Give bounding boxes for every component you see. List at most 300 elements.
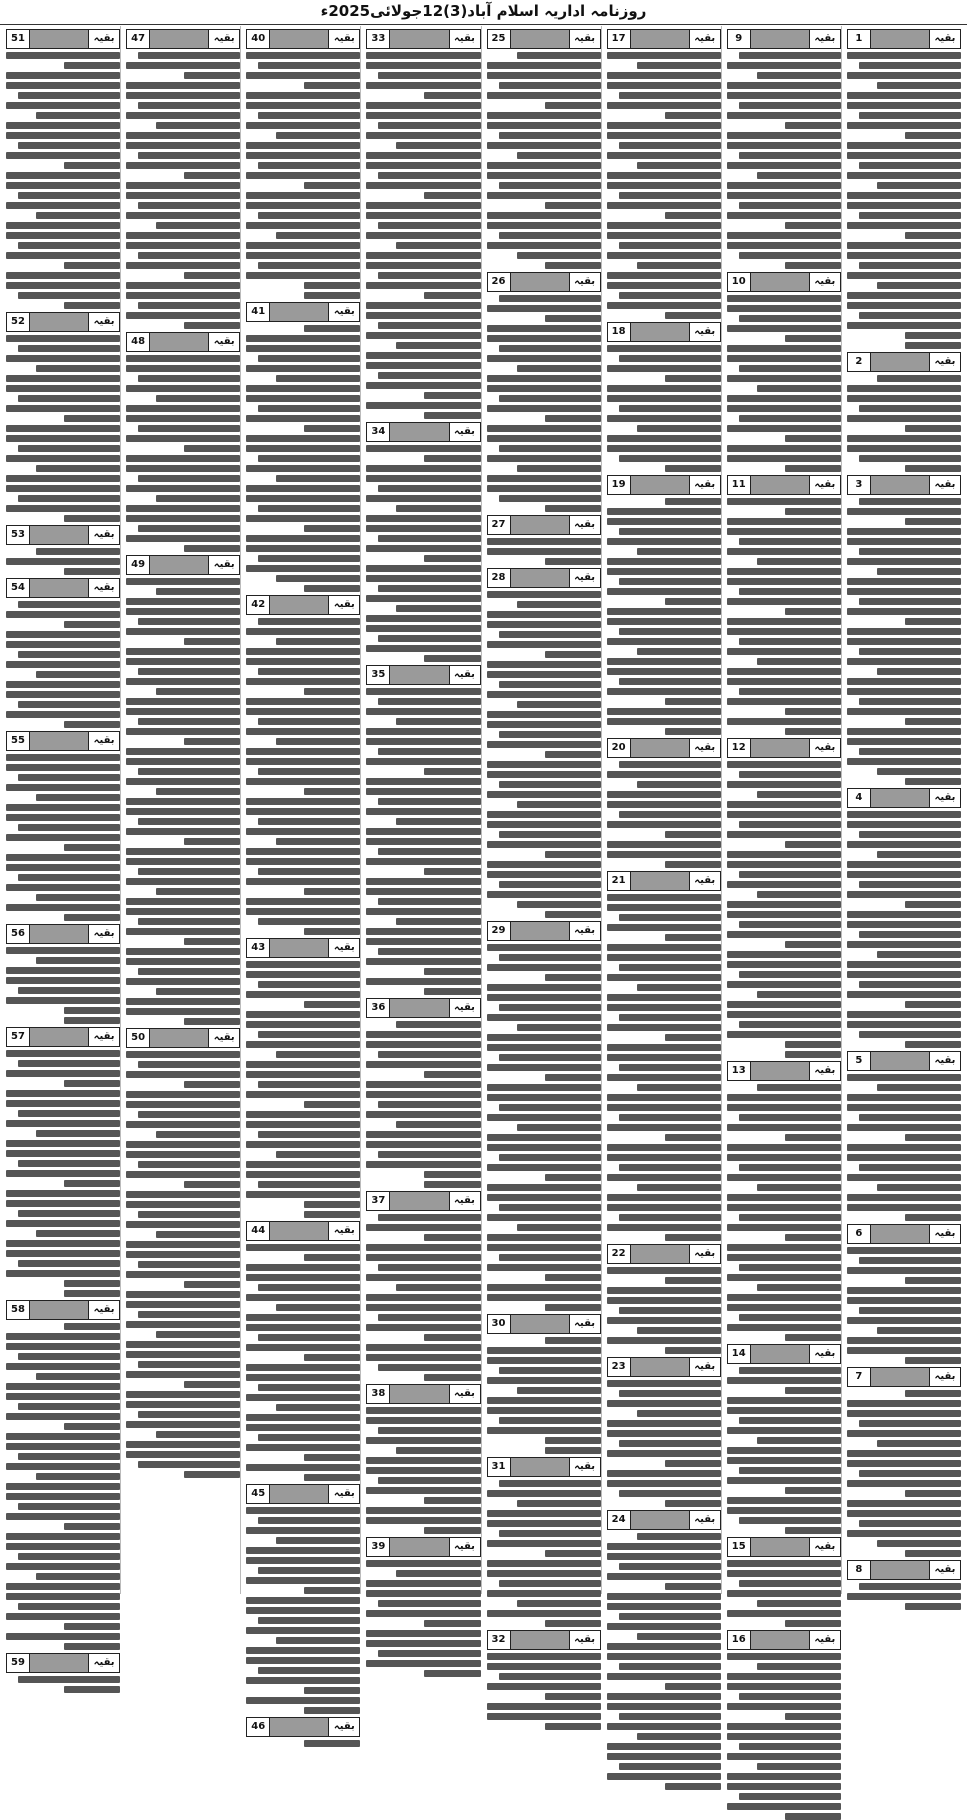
article-body (6, 601, 120, 728)
text-line (905, 718, 961, 725)
text-line (246, 1597, 360, 1604)
text-line (517, 252, 601, 259)
text-line (246, 1274, 360, 1281)
text-line (366, 828, 480, 835)
continuation-word: بقیہ (689, 872, 720, 890)
continuation-header (847, 1560, 961, 1580)
article-body (487, 1653, 601, 1730)
text-line (156, 495, 240, 502)
text-line (126, 848, 240, 855)
text-line (727, 1457, 841, 1464)
continuation-header (607, 29, 721, 49)
text-line (366, 312, 480, 319)
text-line (607, 1104, 721, 1111)
continuation-word: بقیہ (328, 1485, 359, 1503)
text-line (739, 1314, 841, 1321)
text-line (517, 801, 601, 808)
article-body (487, 1337, 601, 1454)
text-line (847, 242, 961, 249)
text-line (859, 1164, 961, 1171)
continuation-word: بقیہ (328, 1222, 359, 1240)
text-line (847, 688, 961, 695)
text-line (6, 252, 120, 259)
text-line (246, 808, 360, 815)
text-line (126, 1071, 240, 1078)
text-line (487, 1034, 601, 1041)
text-line (246, 1394, 360, 1401)
text-line (126, 578, 240, 585)
continuation-number: 13 (728, 1062, 751, 1080)
text-line (126, 778, 240, 785)
text-line (126, 1401, 240, 1408)
text-line (36, 671, 120, 678)
text-line (487, 691, 601, 698)
continuation-number: 52 (7, 313, 30, 331)
text-line (246, 192, 360, 199)
text-line (246, 748, 360, 755)
text-line (905, 1001, 961, 1008)
text-line (517, 1387, 601, 1394)
text-line (126, 465, 240, 472)
text-line (487, 671, 601, 678)
text-line (366, 1437, 480, 1444)
continuation-header (727, 272, 841, 292)
text-line (6, 997, 120, 1004)
text-line (366, 1590, 480, 1597)
text-line (619, 355, 721, 362)
text-line (366, 352, 480, 359)
continuation-number: 55 (7, 732, 30, 750)
header-bar (751, 1345, 809, 1363)
text-line (246, 1677, 360, 1684)
header-bar (631, 323, 689, 341)
text-line (665, 1347, 721, 1354)
continuation-header (607, 871, 721, 891)
text-line (64, 1280, 120, 1287)
text-line (727, 1590, 841, 1597)
text-line (246, 878, 360, 885)
text-line (727, 1783, 841, 1790)
text-line (156, 888, 240, 895)
text-line (378, 1650, 480, 1657)
continuation-word: بقیہ (569, 922, 600, 940)
continuation-number: 35 (367, 666, 390, 684)
header-bar (30, 1301, 88, 1319)
continuation-header (847, 1367, 961, 1387)
text-line (378, 585, 480, 592)
text-line (499, 1254, 601, 1261)
text-line (126, 282, 240, 289)
continuation-header (607, 1510, 721, 1530)
header-bar (871, 1561, 929, 1579)
text-line (366, 1081, 480, 1088)
text-line (366, 62, 480, 69)
continuation-word: بقیہ (929, 1368, 960, 1386)
text-line (487, 1653, 601, 1660)
text-line (6, 1050, 120, 1057)
header-bar (871, 1052, 929, 1070)
text-line (545, 1693, 601, 1700)
text-line (184, 738, 240, 745)
text-line (424, 1181, 480, 1188)
continuation-word: بقیہ (689, 30, 720, 48)
text-line (739, 1214, 841, 1221)
text-line (246, 678, 360, 685)
text-line (6, 558, 120, 565)
text-line (665, 831, 721, 838)
text-line (246, 1444, 360, 1451)
text-line (517, 601, 601, 608)
text-line (6, 1090, 120, 1097)
continuation-block (847, 352, 961, 472)
text-line (727, 1294, 841, 1301)
article-body (607, 894, 721, 1241)
text-line (246, 1111, 360, 1118)
text-line (258, 555, 360, 562)
text-line (18, 1553, 120, 1560)
text-line (258, 112, 360, 119)
text-line (757, 558, 841, 565)
continuation-number: 22 (608, 1245, 631, 1263)
continuation-header (246, 1221, 360, 1241)
text-line (6, 272, 120, 279)
text-line (246, 565, 360, 572)
text-line (727, 325, 841, 332)
text-line (847, 708, 961, 715)
continuation-block (847, 475, 961, 785)
text-line (619, 628, 721, 635)
article-body (366, 445, 480, 662)
text-line (847, 738, 961, 745)
text-line (6, 1240, 120, 1247)
text-line (727, 618, 841, 625)
text-line (258, 1131, 360, 1138)
continuation-word: بقیہ (449, 666, 480, 684)
article-body (727, 1367, 841, 1534)
text-line (545, 1174, 601, 1181)
text-line (378, 1364, 480, 1371)
text-line (487, 891, 601, 898)
text-line (6, 222, 120, 229)
text-line (499, 495, 601, 502)
continuation-block (727, 738, 841, 1058)
text-line (877, 375, 961, 382)
text-line (847, 92, 961, 99)
text-line (487, 122, 601, 129)
text-line (785, 841, 841, 848)
text-line (366, 858, 480, 865)
text-line (739, 252, 841, 259)
text-line (739, 588, 841, 595)
continuation-number: 32 (488, 1631, 511, 1649)
text-line (424, 988, 480, 995)
header-bar (270, 30, 328, 48)
continuation-word: بقیہ (689, 323, 720, 341)
text-line (6, 1170, 120, 1177)
text-line (487, 385, 601, 392)
continuation-block (246, 302, 360, 592)
text-line (859, 162, 961, 169)
continuation-number: 19 (608, 476, 631, 494)
text-line (727, 851, 841, 858)
text-line (6, 661, 120, 668)
text-line (847, 72, 961, 79)
text-line (487, 1490, 601, 1497)
text-line (545, 651, 601, 658)
text-line (487, 811, 601, 818)
text-line (727, 132, 841, 139)
text-line (276, 232, 360, 239)
continuation-block (487, 272, 601, 512)
text-line (126, 1301, 240, 1308)
continuation-header (246, 1484, 360, 1504)
text-line (396, 1284, 480, 1291)
continuation-word: بقیہ (208, 556, 239, 574)
text-line (258, 618, 360, 625)
text-line (727, 598, 841, 605)
text-line (138, 525, 240, 532)
text-line (859, 112, 961, 119)
text-line (619, 1490, 721, 1497)
text-line (859, 548, 961, 555)
header-bar (150, 333, 208, 351)
text-line (607, 1004, 721, 1011)
continuation-number: 11 (728, 476, 751, 494)
text-line (727, 1254, 841, 1261)
text-line (366, 282, 480, 289)
text-line (727, 1174, 841, 1181)
text-line (727, 142, 841, 149)
text-line (785, 608, 841, 615)
text-line (366, 1344, 480, 1351)
header-bar (270, 1485, 328, 1503)
text-line (246, 898, 360, 905)
text-line (757, 991, 841, 998)
text-line (487, 1590, 601, 1597)
text-line (36, 465, 120, 472)
text-line (607, 558, 721, 565)
article-body (847, 375, 961, 472)
text-line (545, 102, 601, 109)
text-line (366, 708, 480, 715)
text-line (126, 908, 240, 915)
text-line (366, 1417, 480, 1424)
text-line (847, 1287, 961, 1294)
text-line (366, 1467, 480, 1474)
continuation-number: 9 (728, 30, 751, 48)
continuation-number: 41 (247, 303, 270, 321)
continuation-header (487, 515, 601, 535)
article-body (366, 1407, 480, 1534)
continuation-number: 17 (608, 30, 631, 48)
text-line (487, 711, 601, 718)
continuation-header (246, 1717, 360, 1737)
text-line (607, 771, 721, 778)
text-line (126, 1371, 240, 1378)
text-line (619, 964, 721, 971)
continuation-word: بقیہ (929, 1225, 960, 1243)
text-line (6, 1413, 120, 1420)
text-line (6, 691, 120, 698)
text-line (487, 871, 601, 878)
text-line (487, 1294, 601, 1301)
text-line (619, 1390, 721, 1397)
text-line (905, 1277, 961, 1284)
article-body (847, 498, 961, 785)
text-line (126, 1151, 240, 1158)
text-line (607, 1553, 721, 1560)
article-body (6, 1676, 120, 1693)
text-line (246, 1547, 360, 1554)
continuation-header (607, 1244, 721, 1264)
text-line (739, 152, 841, 159)
text-line (487, 1084, 601, 1091)
header-bar (871, 789, 929, 807)
continuation-number: 48 (127, 333, 150, 351)
text-line (246, 92, 360, 99)
header-bar (751, 1538, 809, 1556)
continuation-word: بقیہ (689, 1245, 720, 1263)
column (6, 26, 121, 1668)
text-line (727, 961, 841, 968)
text-line (126, 515, 240, 522)
text-line (6, 814, 120, 821)
header-bar (631, 872, 689, 890)
text-line (366, 878, 480, 885)
text-line (184, 322, 240, 329)
article-body (847, 52, 961, 349)
text-line (487, 305, 601, 312)
continuation-number: 46 (247, 1718, 270, 1736)
text-line (64, 721, 120, 728)
text-line (847, 292, 961, 299)
header-bar (30, 1028, 88, 1046)
text-line (757, 658, 841, 665)
text-line (18, 192, 120, 199)
text-line (607, 122, 721, 129)
text-line (6, 1563, 120, 1570)
text-line (6, 1190, 120, 1197)
text-line (6, 1250, 120, 1257)
text-line (6, 282, 120, 289)
text-line (847, 811, 961, 818)
text-line (246, 1607, 360, 1614)
text-line (246, 335, 360, 342)
header-bar (751, 1062, 809, 1080)
continuation-word: بقیہ (449, 999, 480, 1017)
header-bar (150, 30, 208, 48)
text-line (366, 1517, 480, 1524)
text-line (905, 1134, 961, 1141)
continuation-number: 4 (848, 789, 871, 807)
text-line (366, 958, 480, 965)
continuation-header (366, 1384, 480, 1404)
continuation-word: بقیہ (208, 30, 239, 48)
text-line (138, 668, 240, 675)
continuation-block (487, 568, 601, 918)
text-line (6, 172, 120, 179)
text-line (366, 212, 480, 219)
text-line (304, 1740, 360, 1747)
article-body (366, 1021, 480, 1188)
article-body (366, 1214, 480, 1381)
continuation-word: بقیہ (328, 596, 359, 614)
text-line (18, 292, 120, 299)
continuation-word: بقیہ (569, 1631, 600, 1649)
text-line (126, 365, 240, 372)
text-line (607, 1470, 721, 1477)
text-line (847, 102, 961, 109)
text-line (184, 838, 240, 845)
text-line (757, 1663, 841, 1670)
text-line (847, 1430, 961, 1437)
text-line (304, 888, 360, 895)
text-line (304, 182, 360, 189)
text-line (487, 591, 601, 598)
text-line (126, 948, 240, 955)
continuation-block (607, 29, 721, 319)
text-line (905, 1357, 961, 1364)
text-line (517, 901, 601, 908)
text-line (156, 788, 240, 795)
header-bar (30, 526, 88, 544)
text-line (6, 475, 120, 482)
text-line (184, 1181, 240, 1188)
text-line (607, 994, 721, 1001)
continuation-block (487, 1630, 601, 1730)
article-body (487, 944, 601, 1311)
continuation-header (6, 525, 120, 545)
continuation-header (126, 1028, 240, 1048)
text-line (366, 1610, 480, 1617)
column (727, 26, 842, 1645)
text-line (126, 62, 240, 69)
text-line (847, 445, 961, 452)
text-line (785, 1134, 841, 1141)
continuation-header (727, 475, 841, 495)
text-line (258, 1081, 360, 1088)
article-body (847, 1247, 961, 1364)
text-line (126, 182, 240, 189)
text-line (258, 1567, 360, 1574)
continuation-header (6, 29, 120, 49)
text-line (637, 1410, 721, 1417)
text-line (246, 1527, 360, 1534)
text-line (665, 312, 721, 319)
text-line (607, 222, 721, 229)
text-line (396, 1570, 480, 1577)
continuation-header (847, 788, 961, 808)
text-line (378, 222, 480, 229)
text-line (366, 838, 480, 845)
text-line (905, 1041, 961, 1048)
text-line (246, 848, 360, 855)
article-body (126, 578, 240, 1025)
header-bar (751, 1631, 809, 1649)
text-line (487, 548, 601, 555)
continuation-block (487, 1457, 601, 1627)
text-line (607, 1124, 721, 1131)
text-line (366, 1487, 480, 1494)
continuation-block (487, 515, 601, 565)
text-line (487, 1663, 601, 1670)
article-body (727, 761, 841, 1058)
continuation-word: بقیہ (809, 273, 840, 291)
text-line (847, 1174, 961, 1181)
text-line (366, 778, 480, 785)
text-line (607, 841, 721, 848)
text-line (847, 172, 961, 179)
